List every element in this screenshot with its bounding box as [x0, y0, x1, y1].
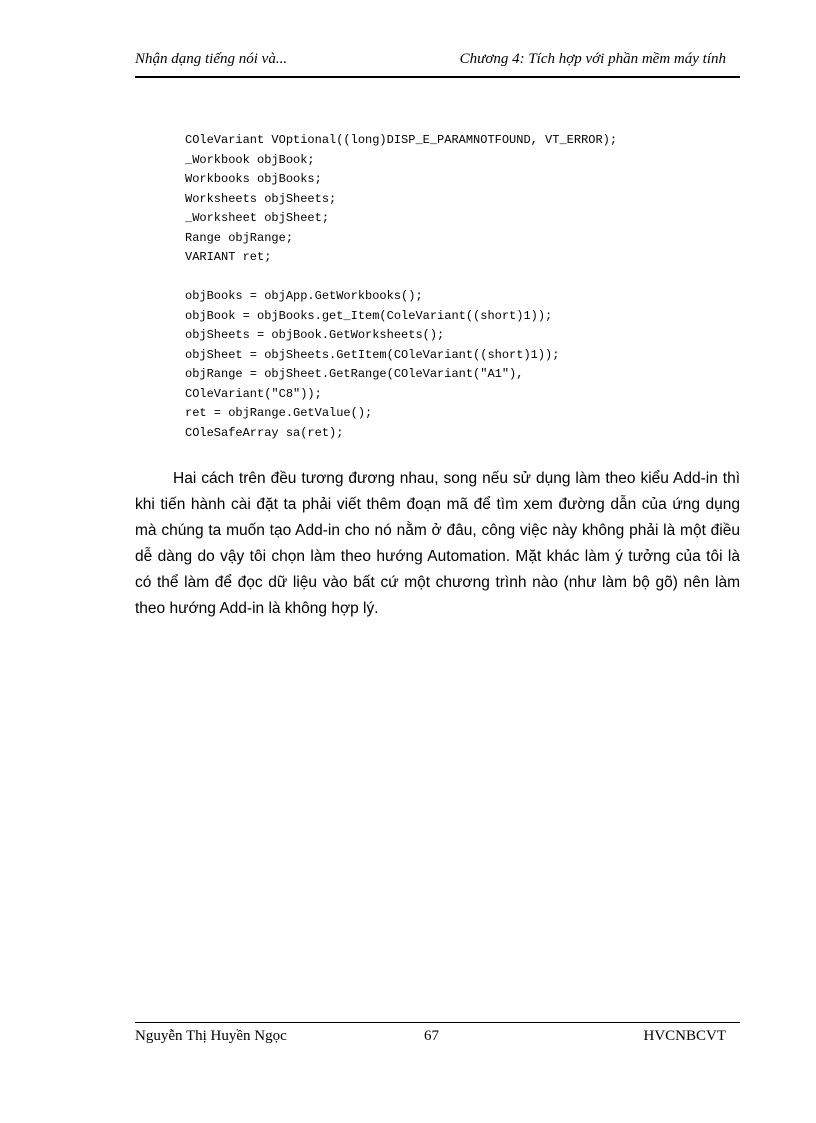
code-line: _Workbook objBook; [185, 152, 315, 167]
header-document-title: Nhận dạng tiếng nói và... [135, 51, 288, 67]
footer-institution: HVCNBCVT [643, 1028, 726, 1044]
page-number: 67 [424, 1028, 439, 1044]
code-line: objBooks = objApp.GetWorkbooks(); [185, 289, 423, 303]
code-line: COleVariant("C8")); [185, 386, 322, 401]
code-blank-line [185, 268, 745, 288]
body-paragraph: Hai cách trên đều tương đương nhau, song nếu sử dụng làm theo kiểu Add-in thì khi tiến hành cài đặt ta phải viết thêm đoạn mã để tìm xem đường dẫn của ứng dụng mà chúng ta muốn tạo Add-in cho nó nằm ở đâu, công việc này không phải là một điều dễ dàng do vậy tôi chọn làm theo hướng Automation. Mặt khác làm ý tưởng của tôi là có thể làm để đọc dữ liệu vào bất cứ một chương trình nào (như làm bộ gõ) nên làm theo hướng Add-in là không hợp lý. [135, 470, 740, 617]
code-line: Range objRange; [185, 230, 294, 245]
code-line: ret = objRange.GetValue(); [185, 406, 373, 420]
page-footer [135, 1022, 740, 1053]
code-line: _Worksheet objSheet; [185, 211, 330, 225]
code-line: Worksheets objSheets; [185, 191, 337, 206]
code-line: objSheets = objBook.GetWorksheets(); [185, 328, 445, 342]
page-header [135, 46, 740, 78]
code-line: objRange = objSheet.GetRange(COleVariant("A1"), [185, 367, 524, 381]
footer-author: Nguyễn Thị Huyền Ngọc [135, 1028, 287, 1044]
header-chapter-title: Chương 4: Tích hợp với phần mềm máy tính [459, 51, 726, 67]
code-line: objBook = objBooks.get_Item(ColeVariant((short)1)); [185, 308, 553, 323]
code-line: Workbooks objBooks; [185, 172, 322, 186]
code-block [185, 131, 745, 443]
code-line: objSheet = objSheets.GetItem(COleVariant((short)1)); [185, 347, 560, 362]
code-line: COleVariant VOptional((long)DISP_E_PARAMNOTFOUND, VT_ERROR); [185, 133, 618, 147]
code-line: VARIANT ret; [185, 250, 272, 264]
code-line: COleSafeArray sa(ret); [185, 425, 344, 440]
